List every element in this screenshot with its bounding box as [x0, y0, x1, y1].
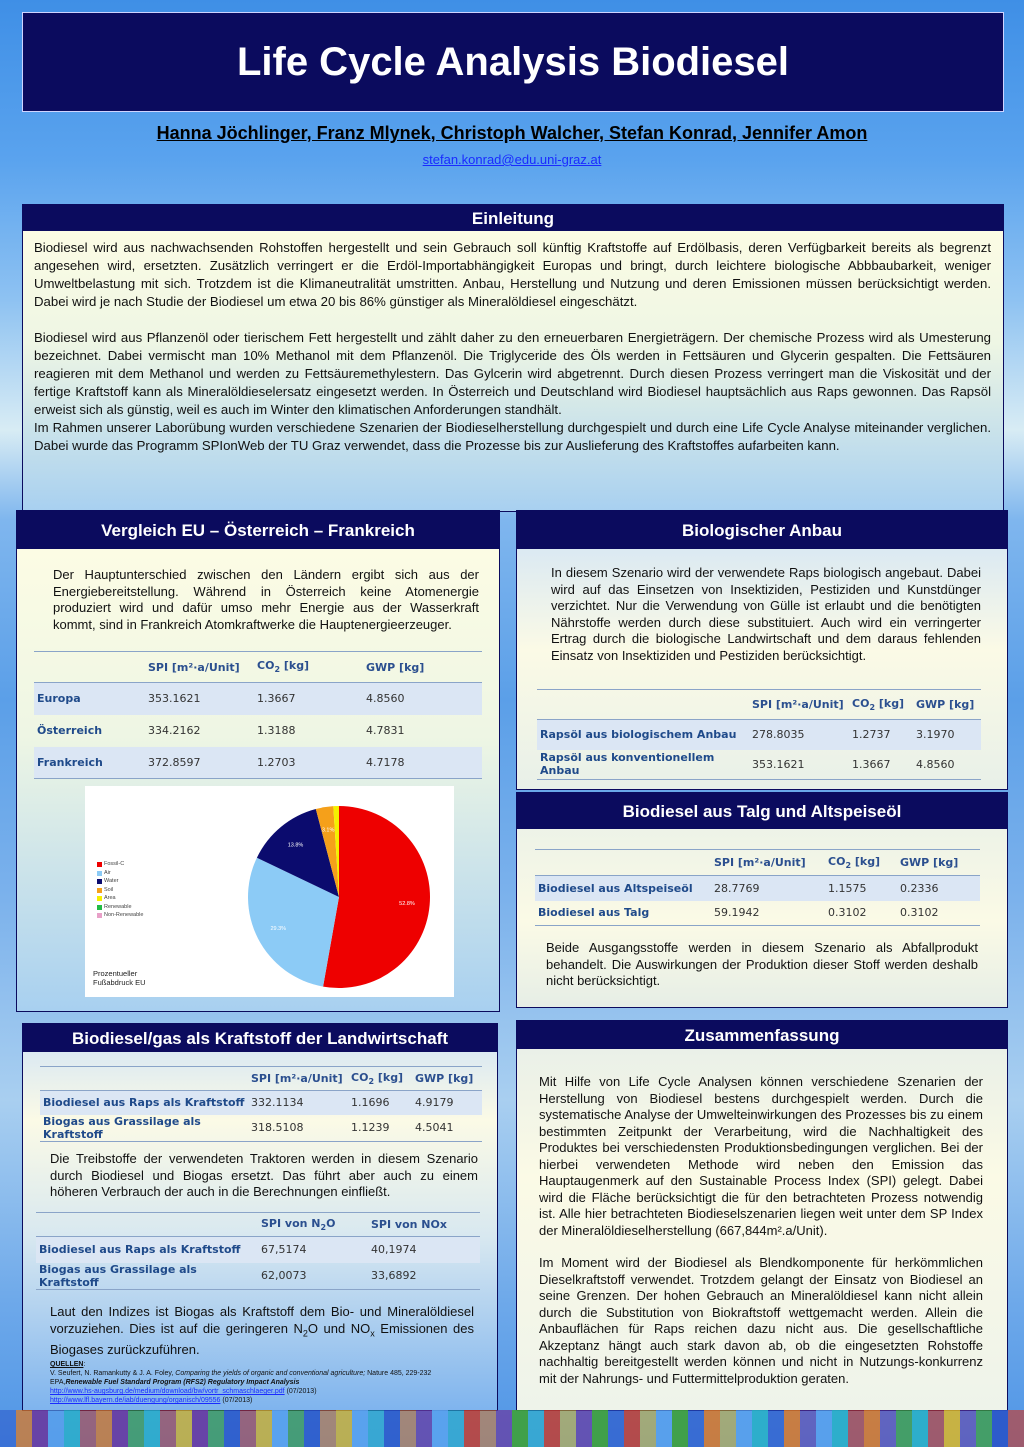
stripe [480, 1410, 496, 1447]
src-date1: (07/2013) [284, 1388, 317, 1395]
stripe [656, 1410, 672, 1447]
src2a: EPA, [50, 1379, 66, 1386]
pie-data-label: 29.3% [270, 926, 287, 933]
pie-data-label: 3.1% [321, 827, 335, 834]
stripe [0, 1410, 16, 1447]
einleitung-p1: Biodiesel wird aus nachwachsenden Rohstoffen hergestellt und sein Gebrauch soll künftig Kraftstoffe auf Erdölbasis, deren Verfügbarkeit bereits als begrenzt angesehen wird, ersetzten. Zusätzlich verringert er die Erdöl-Importabhängigkeit Europas und bringt, durch leichtere biologische Abbbaubarkeit, weniger Umweltbelastung mit sich. Trotzdem ist die Klimaneutralität umstritten. Anbau, Herstellung und Nutzung und deren Emissionen müssen berücksichtigt werden. Dabei wird je nach Studie der Biodiesel um etwa 20 bis 86% günstiger als Mineralöldiesel eingeschätzt. [34, 240, 991, 309]
stripe [864, 1410, 880, 1447]
stripe [928, 1410, 944, 1447]
co2-sub: 2 [845, 861, 852, 871]
landw-text-2a: Laut den Indizes ist Biogas als Kraftstoff dem Bio- und Mineralöldiesel vorzuziehen. Dies ist auf die geringeren N [50, 1304, 474, 1336]
pie-slice-fossil-c [323, 806, 430, 988]
cell-spi: 278.8035 [749, 720, 849, 750]
row-label: Biogas aus Grassilage als Kraftstoff [36, 1263, 258, 1290]
pie-data-label: 52.8% [399, 900, 415, 907]
stripe [432, 1410, 448, 1447]
co2-unit: [kg] [875, 696, 905, 710]
src-date2: (07/2013) [220, 1397, 253, 1404]
stripe [848, 1410, 864, 1447]
stripe [192, 1410, 208, 1447]
src1c: Nature 485, 229-232 [365, 1370, 432, 1377]
stripe [768, 1410, 784, 1447]
co2-sub: 2 [368, 1077, 375, 1087]
stripe [144, 1410, 160, 1447]
stripe [224, 1410, 240, 1447]
stripe [528, 1410, 544, 1447]
talg-text: Beide Ausgangsstoffe werden in diesem Szenario als Abfallprodukt behandelt. Die Auswirkungen der Produktion dieser Stoff werden deshalb nicht berücksichtigt. [546, 940, 978, 988]
col-empty [40, 1067, 248, 1091]
cell-co2: 1.3188 [257, 724, 296, 737]
stripe [416, 1410, 432, 1447]
cell-gwp: 4.7178 [363, 747, 482, 779]
bio-table [537, 689, 981, 780]
talg-heading: Biodiesel aus Talg und Altspeiseöl [517, 793, 1007, 829]
stripe [384, 1410, 400, 1447]
stripe [464, 1410, 480, 1447]
sources-heading: QUELLEN [50, 1361, 84, 1368]
cell-nox: 40,1974 [368, 1237, 480, 1263]
n2o-text: SPI von N [261, 1216, 321, 1230]
einleitung-p2: Biodiesel wird aus Pflanzenöl oder tierischem Fett hergestellt und zählt daher zu den erneuerbaren Energieträgern. Der chemische Prozess wird als Umesterung bezeichnet. Dabei vermischt man 10% Methanol mit dem Pflanzenöl. Die Triglyceride des Öls werden in Fettsäuren und Glycerin gespalten. Die Fettsäuren reagieren mit dem Methanol und werden zu Fettsäuremethylestern. Das Gylcerin wird abgetrennt. Durch diesen Prozess verringert man die Viskosität und der fertige Kraftstoff kann als Mineralöldieselersatz eingesetzt werden. In Österreich und Deutschland wird Biodiesel hauptsächlich aus Raps gewonnen. Das Rapsöl erweist sich als günstig, weil es auch im Winter den klimatischen Anforderungen standhält. [34, 330, 991, 417]
legend-label: Area [104, 895, 116, 901]
col-n2o [258, 1213, 368, 1237]
legend-swatch [97, 871, 102, 876]
einleitung-p3: Im Rahmen unserer Laborübung wurden verschiedene Szenarien der Biodieselherstellung durchgespielt und durch eine Life Cycle Analyse miteinander verglichen. Dabei wurde das Programm SPIonWeb der TU Graz verwendet, dass die Prozesse bis zur Auslieferung des Kraftstoffes aufarbeiten kann. [34, 420, 991, 453]
stripe [704, 1410, 720, 1447]
einleitung-text [34, 239, 991, 455]
col-nox: SPI von NOx [368, 1213, 480, 1237]
col-empty [34, 652, 145, 683]
co2-text: CO [828, 854, 846, 868]
cell-spi: 353.1621 [145, 683, 254, 715]
talg-table [535, 849, 980, 926]
cell-gwp: 4.5041 [412, 1115, 482, 1142]
poster-title: Life Cycle Analysis Biodiesel [236, 40, 790, 84]
stripe [960, 1410, 976, 1447]
cell-co2: 1.1239 [348, 1115, 412, 1142]
zusammen-p2: Im Moment wird der Biodiesel als Blendkomponente für herkömmlichen Dieselkraftstoff verwendet. Trotzdem gelangt der Einsatz von Biodiesel an seine Grenzen. Der hohen Gebrauch an Mineralöldiesel kann nicht allein durch die Substitution von Biokraftstoff wettgemacht werden. Allein die Anbauflächen für Raps reichen dazu nicht aus. Die gesellschaftliche Akzeptanz hängt auch stark davon ab, ob die eingesetzten Rohstoffe nachhaltig bereitgestellt werden können und nicht in Nutzungs-konkurrenz mit der Nahrungs- und Futtermittelproduktion geraten. [539, 1255, 983, 1386]
table-row [34, 747, 482, 779]
authors: Hanna Jöchlinger, Franz Mlynek, Christoph Walcher, Stefan Konrad, Jennifer Amon [156, 123, 868, 143]
landw-heading: Biodiesel/gas als Kraftstoff der Landwirtschaft [23, 1024, 497, 1052]
decorative-stripes [0, 1410, 1024, 1447]
cell-nox: 33,6892 [368, 1263, 480, 1290]
co2-unit: [kg] [374, 1070, 404, 1084]
col-gwp: GWP [kg] [913, 690, 981, 720]
stripe [288, 1410, 304, 1447]
src1b: Comparing the yields of organic and conventional agriculture; [175, 1370, 366, 1377]
pie-chart-box [85, 786, 454, 997]
source-link-2[interactable]: http://www.lfl.bayern.de/iab/duengung/organisch/09556 [50, 1397, 221, 1404]
col-spi: SPI [m²·a/Unit] [248, 1067, 348, 1091]
legend-swatch [97, 913, 102, 918]
stripe [16, 1410, 32, 1447]
table-row [34, 715, 482, 747]
cell-spi: 332.1134 [248, 1091, 348, 1115]
landw-table-1 [40, 1066, 482, 1142]
stripe [272, 1410, 288, 1447]
landw-text-2 [50, 1304, 474, 1358]
stripe [816, 1410, 832, 1447]
legend-label: Air [104, 869, 111, 876]
stripe [608, 1410, 624, 1447]
title-banner [22, 12, 1004, 112]
col-spi: SPI [m²·a/Unit] [145, 652, 254, 683]
stripe [880, 1410, 896, 1447]
legend-label: Fossil-C [104, 861, 125, 867]
table-row [535, 901, 980, 926]
stripe [160, 1410, 176, 1447]
cell-co2: 1.3667 [849, 750, 913, 780]
vergleich-table [34, 651, 482, 779]
stripe [896, 1410, 912, 1447]
col-gwp: GWP [kg] [897, 850, 980, 876]
stripe [992, 1410, 1008, 1447]
table-row [535, 876, 980, 901]
cell-spi: 353.1621 [749, 750, 849, 780]
bio-heading: Biologischer Anbau [517, 511, 1007, 549]
stripe [624, 1410, 640, 1447]
n2o-sub: 2 [320, 1223, 327, 1233]
stripe [304, 1410, 320, 1447]
stripe [96, 1410, 112, 1447]
row-label: Biodiesel aus Raps als Kraftstoff [36, 1237, 258, 1263]
row-label: Biogas aus Grassilage als Kraftstoff [40, 1115, 248, 1142]
cell-spi: 372.8597 [145, 747, 254, 779]
cell-spi: 318.5108 [248, 1115, 348, 1142]
zusammen-heading: Zusammenfassung [517, 1021, 1007, 1049]
row-label: Biodiesel aus Talg [535, 901, 711, 926]
landw-text-2b: O und NO [307, 1320, 371, 1336]
cell-gwp: 3.1970 [913, 720, 981, 750]
col-empty [537, 690, 749, 720]
co2-sub: 2 [274, 665, 281, 675]
table-row [36, 1237, 480, 1263]
row-label: Europa [34, 683, 145, 715]
stripe [784, 1410, 800, 1447]
stripe [560, 1410, 576, 1447]
stripe [720, 1410, 736, 1447]
cell-co2: 1.1696 [348, 1091, 412, 1115]
row-label: Rapsöl aus konventionellem Anbau [537, 750, 749, 780]
cell-n2o: 67,5174 [258, 1237, 368, 1263]
stripe [64, 1410, 80, 1447]
landw-text-2c: Emissionen des Biogases zurückzuführen. [50, 1320, 474, 1357]
stripe [688, 1410, 704, 1447]
stripe [112, 1410, 128, 1447]
table-row [40, 1091, 482, 1115]
co2-unit: [kg] [851, 854, 881, 868]
legend-swatch [97, 862, 102, 867]
cell-co2: 1.2737 [849, 720, 913, 750]
stripe [912, 1410, 928, 1447]
einleitung-heading: Einleitung [23, 205, 1003, 231]
table-row [40, 1115, 482, 1142]
cell-co2: 1.2703 [254, 747, 363, 779]
stripe [944, 1410, 960, 1447]
chart-caption-1: Prozentueller [93, 969, 138, 978]
cell-gwp: 0.2336 [897, 876, 980, 901]
co2-text: CO [257, 659, 275, 673]
stripe [592, 1410, 608, 1447]
cell-gwp: 4.8560 [363, 683, 482, 715]
stripe [208, 1410, 224, 1447]
legend-swatch [97, 879, 102, 884]
row-label: Frankreich [34, 747, 145, 779]
landw-table-2 [36, 1212, 480, 1290]
stripe [336, 1410, 352, 1447]
row-label: Biodiesel aus Altspeiseöl [535, 876, 711, 901]
stripe [80, 1410, 96, 1447]
stripe [448, 1410, 464, 1447]
stripe [976, 1410, 992, 1447]
stripe [1008, 1410, 1024, 1447]
co2-text: CO [852, 696, 870, 710]
zusammen-text [539, 1074, 983, 1387]
stripe [400, 1410, 416, 1447]
row-label: Biodiesel aus Raps als Kraftstoff [40, 1091, 248, 1115]
stripe [352, 1410, 368, 1447]
co2-text: CO [351, 1070, 369, 1084]
col-gwp: GWP [kg] [363, 652, 482, 683]
n2-sub: 2 [302, 1328, 308, 1339]
table-row [34, 683, 482, 715]
pie-data-label: 13.8% [287, 842, 304, 849]
col-co2 [254, 652, 363, 683]
bio-text: In diesem Szenario wird der verwendete Raps biologisch angebaut. Dabei wird auf das Einsetzen von Insektiziden, Pestiziden und Kunstdünger verzichtet. Nur die Verwendung von Gülle ist erlaubt und die benötigten Nährstoffe werden durch diese substituiert. Auch wird ein verringerter Ertrag durch die biologische Landwirtschaft und dem daraus fehlenden Einsatz von Insektiziden und Pestiziden berücksichtigt. [551, 565, 981, 663]
legend-label: Renewable [104, 903, 132, 910]
col-gwp: GWP [kg] [412, 1067, 482, 1091]
source-link-1[interactable]: http://www.hs-augsburg.de/medium/download/bw/vortr_schmaschlaeger.pdf [50, 1388, 285, 1395]
stripe [576, 1410, 592, 1447]
cell-spi: 334.2162 [148, 724, 201, 737]
vergleich-text: Der Hauptunterschied zwischen den Ländern ergibt sich aus der Energiebereitstellung. Während in Österreich keine Atomenergie produziert wird und dafür umso mehr Energie aus der Wasserkraft kommt, sind in Frankreich Atomkraftwerke die Hauptenergieerzeuger. [53, 567, 479, 632]
cell-spi: 28.7769 [711, 876, 825, 901]
cell-co2: 1.3667 [254, 683, 363, 715]
stripe [544, 1410, 560, 1447]
stripe [640, 1410, 656, 1447]
stripe [496, 1410, 512, 1447]
landw-text-1: Die Treibstoffe der verwendeten Traktoren werden in diesem Szenario durch Biodiesel und Biogas ersetzt. Das führt aber auch zu einem höheren Verbrauch der auch in die Berechnungen einfließt. [50, 1151, 478, 1199]
stripe [240, 1410, 256, 1447]
vergleich-heading: Vergleich EU – Österreich – Frankreich [17, 511, 499, 549]
pie-chart [85, 786, 454, 997]
table-row [537, 720, 981, 750]
email-link[interactable]: stefan.konrad@edu.uni-graz.at [422, 152, 602, 167]
co2-sub: 2 [869, 703, 876, 713]
cell-gwp: 0.3102 [897, 901, 980, 926]
sources: QUELLEN: V. Seufert, N. Ramankutty & J. A. Foley, Comparing the yields of organic and conventional agriculture; Nature 485, 229-232 EPA,Renewable Fuel Standard Program (RFS2) Regulatory Impact Analysis http://www.hs-augsburg.de/medium/download/bw/vortr_schmaschlaeger.pdf (07/2013) http://www.lfl.bayern.de/iab/duengung/organisch/09556 (07/2013) [50, 1361, 432, 1404]
stripe [752, 1410, 768, 1447]
stripe [368, 1410, 384, 1447]
stripe [512, 1410, 528, 1447]
cell-gwp: 4.9179 [412, 1091, 482, 1115]
legend-label: Soil [104, 886, 114, 893]
table-row [36, 1263, 480, 1290]
zusammen-p1: Mit Hilfe von Life Cycle Analysen können verschiedene Szenarien der Herstellung von Biodiesel bestens durchgespielt werden. Durch die systematische Analyse der Umwelteinwirkungen des Prozesses bis zu einem bestimmten Zeitpunkt der Verarbeitung, wird die Nachhaltigkeit des Produktes bei verschiedensten Produktionsbedingungen verglichen. Bei der hierbei verwendeten Methode wird neben den Emission das Hauptaugenmerk auf den Sustainable Process Index (SPI) gelegt. Dabei wird die Fläche berücksichtigt die für den betrachteten Prozess notwendig ist. Alle hier betrachteten Biodieselszenarien liegen weit unter dem SP Index der Mineralöldieselherstellung (667,844m².a/Unit). [539, 1074, 983, 1238]
legend-swatch [97, 905, 102, 910]
chart-caption [93, 969, 146, 987]
cell-co2: 0.3102 [825, 901, 897, 926]
col-empty [535, 850, 711, 876]
n2o-end: O [326, 1216, 336, 1230]
legend-label: Water [104, 878, 119, 884]
col-co2 [825, 850, 897, 876]
stripe [32, 1410, 48, 1447]
chart-caption-2: Fußabdruck EU [93, 978, 146, 987]
co2-unit: [kg] [280, 659, 310, 673]
stripe [48, 1410, 64, 1447]
col-co2 [348, 1067, 412, 1091]
cell-spi: 59.1942 [711, 901, 825, 926]
legend-swatch [97, 888, 102, 893]
src1a: V. Seufert, N. Ramankutty & J. A. Foley, [50, 1370, 176, 1377]
stripe [128, 1410, 144, 1447]
col-empty [36, 1213, 258, 1237]
row-label: Rapsöl aus biologischem Anbau [537, 720, 749, 750]
stripe [256, 1410, 272, 1447]
cell-co2: 1.1575 [825, 876, 897, 901]
stripe [320, 1410, 336, 1447]
stripe [736, 1410, 752, 1447]
legend-swatch [97, 896, 102, 901]
stripe [800, 1410, 816, 1447]
cell-gwp: 4.7831 [366, 724, 405, 737]
src2b: Renewable Fuel Standard Program (RFS2) Regulatory Impact Analysis [65, 1379, 300, 1386]
stripe [176, 1410, 192, 1447]
cell-gwp: 4.8560 [913, 750, 981, 780]
table-row [537, 750, 981, 780]
col-co2 [849, 690, 913, 720]
cell-n2o: 62,0073 [258, 1263, 368, 1290]
legend-label: Non-Renewable [104, 912, 144, 918]
col-spi: SPI [m²·a/Unit] [749, 690, 849, 720]
col-spi: SPI [m²·a/Unit] [711, 850, 825, 876]
stripe [672, 1410, 688, 1447]
row-label: Österreich [37, 724, 103, 737]
stripe [832, 1410, 848, 1447]
x-sub: x [370, 1328, 375, 1339]
